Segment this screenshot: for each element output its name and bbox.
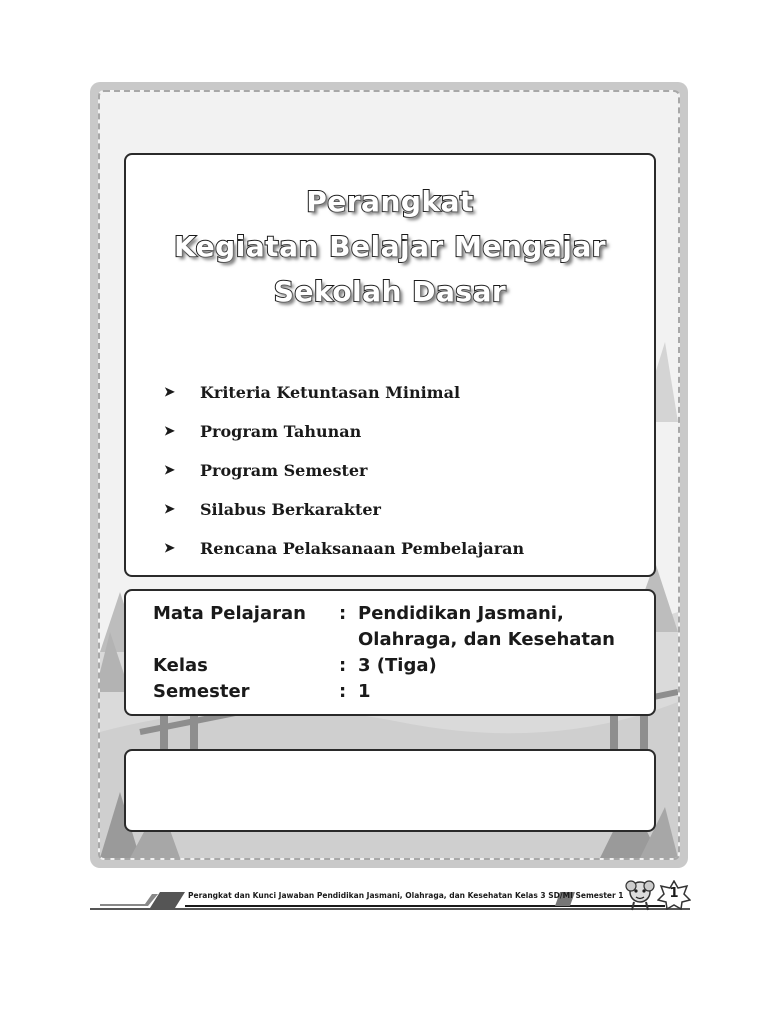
- title-box: [124, 153, 656, 577]
- title-line-2: Kegiatan Belajar Mengajar: [173, 230, 607, 263]
- colon: :: [339, 681, 347, 702]
- contents-list: [164, 373, 524, 568]
- colon: :: [339, 603, 347, 624]
- subject-label: Mata Pelajaran: [153, 603, 306, 624]
- info-box: [124, 589, 656, 716]
- list-item: ➤ Program Semester: [164, 461, 368, 480]
- subject-value-line-2: Olahraga, dan Kesehatan: [358, 629, 615, 650]
- list-item: ➤ Program Tahunan: [164, 422, 362, 441]
- mascot-icon: [622, 876, 658, 912]
- footer-text: Perangkat dan Kunci Jawaban Pendidikan Jasmani, Olahraga, dan Kesehatan Kelas 3 SD/MI Semester 1: [188, 891, 624, 900]
- class-value: 3 (Tiga): [358, 655, 437, 676]
- semester-label: Semester: [153, 681, 250, 702]
- colon: :: [339, 655, 347, 676]
- list-item: ➤ Kriteria Ketuntasan Minimal: [164, 383, 461, 402]
- blank-box: [124, 749, 656, 832]
- subject-value-line-1: Pendidikan Jasmani,: [358, 603, 564, 624]
- class-label: Kelas: [153, 655, 208, 676]
- arrowhead-icon: ➤: [164, 502, 175, 517]
- semester-value: 1: [358, 681, 371, 702]
- arrowhead-icon: ➤: [164, 424, 175, 439]
- title-line-3: Sekolah Dasar: [273, 275, 507, 308]
- list-item: ➤ Rencana Pelaksanaan Pembelajaran: [164, 539, 525, 558]
- arrowhead-icon: ➤: [164, 541, 175, 556]
- arrowhead-icon: ➤: [164, 385, 175, 400]
- page-number: 1: [669, 886, 679, 901]
- page-number-badge: [657, 880, 691, 910]
- arrowhead-icon: ➤: [164, 463, 175, 478]
- list-item: ➤ Silabus Berkarakter: [164, 500, 381, 519]
- title-line-1: Perangkat: [306, 185, 474, 218]
